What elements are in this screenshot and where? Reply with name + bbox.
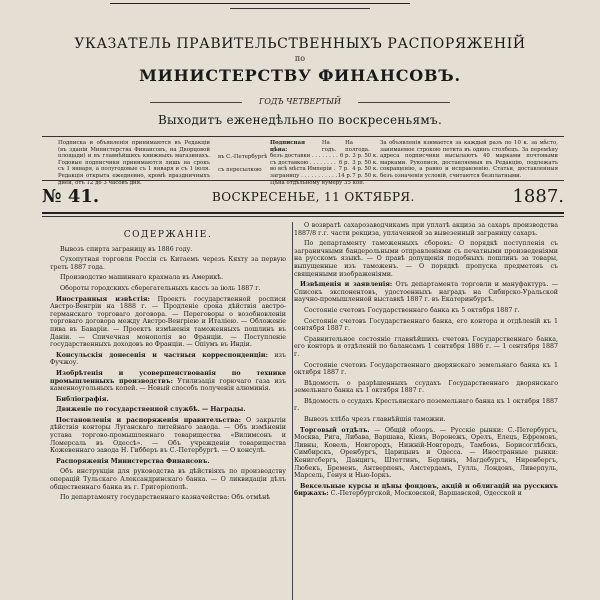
contents-entry [294, 281, 558, 304]
contents-entry: Сухопутная торговля Россіи съ Китаемъ черезъ Кяхту за первую треть 1887 года. [50, 256, 286, 271]
price-cell-year: 6 р. [339, 153, 351, 160]
contents-entry-heading: Движеніе по государственной службѣ. — Награды. [56, 406, 246, 414]
contents-entry-text: Отъ департамента торговли и мануфактуръ. — Списокъ экспонентовъ, удостоенныхъ наградъ на Сибирско-Уральской научно-промышленной выставкѣ 1887 г. въ Екатеринбургѣ. [294, 281, 558, 304]
price-row [270, 153, 378, 160]
contents-entry: Состояніе счетовъ Государственнаго банка къ 5 октября 1887 г. [304, 306, 520, 314]
contents-entry-text: Утилизація горючаго газа изъ каменноугольныхъ копей. — Новый способъ полученія алюминія. [50, 377, 286, 393]
price-cell-half: 3 р. 50 к. [352, 159, 378, 166]
masthead-bottom-rule [42, 212, 564, 214]
contents-entry-heading: Вексельные курсы и цѣны фондовъ, акцій и облигацій на русскихъ биржахъ: [294, 482, 558, 498]
contents-entry-heading: Изобрѣтенія и усовершенствованія по технике промышленныхъ производствъ: [50, 369, 286, 385]
contents-entry [50, 296, 286, 349]
price-cell-label: во всѣ мѣста Имперіи . [270, 166, 336, 173]
contents-entry-text: изъ Фучжоу. [50, 351, 287, 367]
contents-heading: СОДЕРЖАНІЕ. [123, 230, 213, 240]
contents-entry [294, 483, 558, 498]
contents-entry-heading: Постановленія и распоряженія правительства: [56, 416, 241, 424]
contents-entry-text: — Общій обзоръ. — Русскіе рынки: С.-Петербургъ, Москва, Рига, Либава, Варшава, Кіевъ, Воронежъ, Орелъ, Елецъ, Ефремовъ, Ливны, Ковель, Новгородъ, Нижній-Новгородъ, Тамбовъ, Борисоглѣбскъ, Симбирскъ, Оренбургъ, Царицынъ и Одесса. — Иностранные рынки: Кенигсбергъ, Данцигъ, Штеттинъ, Берлинъ, Магдебургъ, Ниренбергъ, Любекъ, Бременъ, Антверпенъ, Амстердамъ, Гулль, Лондонъ, Ливерпуль, Марсель, Генуя и Нью-Іоркъ. [294, 426, 558, 480]
contents-entry-heading: Извѣщенія и заявленія: [300, 281, 393, 289]
contents-entry-heading: Иностранныя извѣстія: [56, 295, 150, 303]
masthead-bottom-rule-thin [42, 216, 564, 217]
column-divider [292, 222, 293, 600]
price-cell-label: съ доставкою . . . . . . . . [270, 159, 336, 166]
contents-entry-heading: Консульскія донесенія и частныя корреспонденціи: [56, 351, 268, 359]
contents-entry [50, 370, 286, 393]
price-delivery-label: съ пересылкою [218, 166, 262, 173]
price-region-labels [218, 140, 268, 173]
contents-entry [50, 458, 286, 466]
contents-entry: Обороты городскихъ сберегательныхъ кассъ за іюль 1887 г. [60, 284, 261, 292]
contents-entry [50, 417, 286, 455]
contents-entry: Производство машиннаго крахмала въ Америкѣ. [60, 274, 224, 282]
title-conjunction: по [294, 54, 306, 63]
contents-entry-text: С.-Петербургской, Московской, Варшавской, Одесской и [328, 490, 522, 498]
advertising-info: За объявленія взимается за каждый разъ по 10 к. за мѣсто, занимаемое строкою петита въ одинъ столбецъ. За перемѣну адреса подписчики высылаютъ 40 марками почтовыми марками. Рукописи, доставляемыя въ Редакцію, подлежатъ сокращенію, а равно и исправленію. Статьи, доставленныя безъ означенія условій, считаются безплатными. [380, 140, 558, 179]
contents-entry: Объ инструкціи для руководства въ дѣйствіяхъ по производству операцій Тульскаго Александринскаго банка. — О ликвидаціи дѣлъ общественнаго банка въ г. Григоріополѣ. [50, 468, 286, 491]
price-cell-label: заграницу . . . . . . . . . . . [270, 172, 338, 179]
contents-entry [50, 406, 286, 414]
info-top-rule [42, 136, 564, 137]
issue-number: № 41. [42, 186, 100, 207]
contents-entry [50, 352, 286, 367]
year-label: ГОДЪ ЧЕТВЕРТЫЙ [259, 97, 341, 106]
issue-year: 1887. [512, 186, 564, 207]
contents-entry: Сравнительное состояніе главнѣйшихъ счетовъ Государственнаго банка, его конторъ и отдѣленій по балансамъ 1 сентября 1886 г. — 1 сентября 1887 г. [294, 335, 558, 358]
subscription-info: Подписка и объявленія принимаются въ Редакціи (въ зданіи Министерства Финансовъ, на Дворцовой площади) и въ главнѣйшихъ книжныхъ магазинахъ. Годовые подписчики принимаются лишь на срокъ съ 1 января, а полугодовые съ 1 января и съ 1 іюля. Редакція открыта ежедневно, кромѣ праздничныхъ дней, отъ 12 до 3 часовъ дня. [58, 140, 210, 186]
contents-entry-text: Проектъ государственной росписи Австро-Венгріи на 1888 г. — Продленіе срока дѣйствія австро-германскаго торговаго договора. — Переговоры о возобновленіи торговаго договора между Австро-Венгріею и Италіею. — Обложеніе пива въ Баваріи. — Проектъ измѣненія таможенныхъ пошлинъ въ Даніи. — Спичечная монополія во Франціи. — Поступленіе государственныхъ доходовъ во Франціи. — Опіумъ въ Индіи. [50, 295, 286, 349]
masthead-row [42, 186, 564, 210]
top-ornament-rule [230, 8, 370, 9]
contents-entry [50, 396, 286, 404]
price-cell-label: безъ доставки . . . . . . . . [270, 153, 338, 160]
contents-entry-text: О закрытіи дѣйствія конторы Луганскаго литейнаго завода. — Объ измѣненіи устава торгово-промышленнаго товарищества «Вилимсонъ и Ломерсаль въ Одессѣ». — Объ учрежденіи товарищества Кожевеннаго завода Н. Гибберъ въ С.-Петербургѣ. — О консулѣ. [50, 416, 286, 455]
contents-entry: О возвратѣ сахарозаводчикамъ при уплатѣ акциза за сахаръ производства 1887/8 г.г. части рекциза, уплаченной за вывезенный заграницу сахаръ. [294, 222, 558, 237]
contents-entry: Вывозъ спирта заграницу въ 1886 году. [60, 245, 193, 253]
contents-entry: Вывозъ хлѣба чрезъ главнѣйшія таможни. [304, 416, 446, 424]
price-col-half: На полгода. [345, 140, 370, 153]
price-cell-year: 7 р. [338, 166, 349, 173]
contents-entry: По департаменту таможенныхъ сборовъ: О порядкѣ поступленія съ заграничными бандерольными отправленіями съ печатными произведеніями на русскомъ языкѣ. — О правѣ допущенія подобныхъ пошлинъ за товары, выпущенные изъ таможенъ. — О порядкѣ пропуска предметовъ съ священными изображеніями. [294, 240, 558, 278]
title-line-2: МИНИСТЕРСТВУ ФИНАНСОВЪ. [139, 66, 461, 85]
price-cell-half: 4 р. 50 к. [352, 166, 378, 173]
contents-entry-heading: Библіографія. [56, 395, 109, 403]
price-col-year: На годъ. [321, 140, 337, 153]
contents-columns [50, 222, 558, 600]
top-cropped-rule [110, 0, 410, 4]
contents-entry: Состояніе счетовъ Государственнаго банка, его контора и отдѣленій къ 1 сентября 1887 г. [294, 317, 558, 333]
contents-left-column [50, 222, 286, 505]
publication-frequency: Выходитъ еженедѣльно по воскресеньямъ. [157, 113, 443, 127]
price-cell-half: 3 р. 50 к. [352, 153, 378, 160]
year-rule-right [358, 102, 450, 103]
price-row [270, 166, 378, 173]
contents-entry: Состояніе счетовъ Государственнаго дворянскаго земельнаго банка къ 1 октября 1887 г. [294, 361, 558, 377]
single-issue-price: Цѣна отдѣльному нумеру 35 коп. [270, 179, 365, 186]
price-rows [270, 153, 378, 179]
price-cell-year: 14 р. [337, 172, 352, 179]
price-cell-year: 6 р. [338, 159, 350, 166]
contents-entry: Вѣдомость о ссудахъ Крестьянскаго поземельнаго банка къ 1 октября 1887 г. [294, 397, 558, 413]
contents-right-entries [294, 222, 558, 498]
contents-left-entries [50, 246, 286, 502]
price-row [270, 173, 378, 180]
price-city-label: въ С.-Петербургѣ [218, 154, 268, 160]
issue-date: ВОСКРЕСЕНЬЕ, 11 ОКТЯБРЯ. [212, 190, 415, 204]
title-line-1: УКАЗАТЕЛЬ ПРАВИТЕЛЬСТВЕННЫХЪ РАСПОРЯЖЕНІЙ [74, 36, 526, 52]
contents-entry-heading: Распоряженія Министерства Финансовъ. [56, 457, 210, 465]
contents-entry: По департаменту государственнаго казначейства: Объ отмѣнѣ [60, 494, 271, 502]
masthead-top-rule [42, 180, 564, 181]
price-cell-half: 7 р. 50 к. [352, 172, 378, 179]
contents-right-column [294, 222, 558, 501]
contents-entry-heading: Торговый отдѣлъ. [300, 426, 370, 434]
price-table-title: Подписная цѣна: [270, 140, 305, 153]
contents-entry: Вѣдомость о разрѣшенныхъ ссудахъ Государственнаго дворянскаго земельнаго банка къ 1 октября 1887 г. [294, 379, 558, 395]
contents-entry [294, 427, 558, 480]
